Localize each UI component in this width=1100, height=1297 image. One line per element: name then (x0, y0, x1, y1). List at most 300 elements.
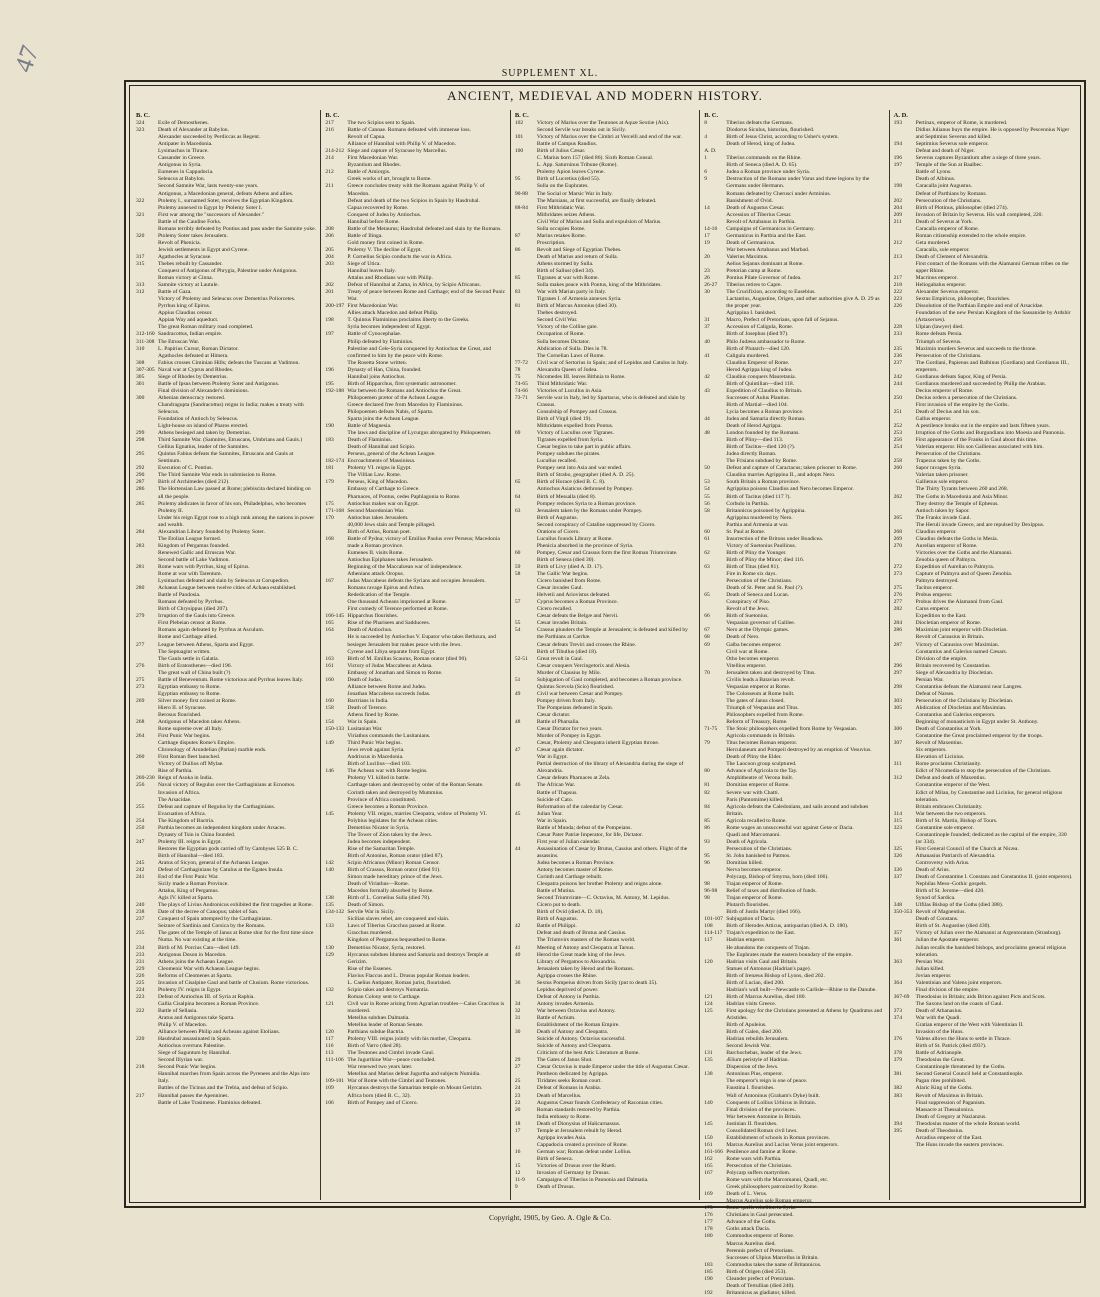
entry-year: 298 (136, 437, 145, 444)
entry-event: Caracalla emperor of Rome. (915, 225, 979, 232)
entry-year: 260 (136, 754, 145, 761)
entry-event: Judas Maccabeus defeats the Syrians and occupies Jerusalem. (347, 578, 486, 585)
entry-year (136, 761, 158, 768)
entry-event: Carthage disputes Rome's Empire. (158, 740, 236, 747)
entry-year (325, 310, 347, 317)
history-entry (704, 522, 884, 529)
entry-event: The Huns invade the eastern provinces. (915, 1141, 1004, 1148)
history-entry (894, 825, 1074, 832)
entry-year: 315 (893, 817, 903, 824)
entry-event: South Britain a Roman province. (726, 479, 801, 486)
entry-event: First Roman fleet launched. (158, 754, 221, 761)
history-entry (515, 1163, 695, 1170)
entry-year (894, 860, 916, 867)
entry-year (136, 324, 158, 331)
entry-event: Cæsar defeats the Belgæ and Nervii. (536, 613, 619, 620)
entry-year (325, 409, 347, 416)
entry-year: 169 (704, 1191, 713, 1198)
entry-event: They destroy the Temple of Ephesus. (915, 500, 999, 507)
entry-event: Nicomedes III. leaves Bithnia to Rome. (536, 373, 626, 380)
history-entry (325, 367, 505, 374)
entry-year (704, 367, 726, 374)
entry-year: 50 (704, 465, 710, 472)
history-entry (704, 247, 884, 254)
history-entry (136, 684, 316, 691)
entry-year (704, 1085, 726, 1092)
entry-year (515, 515, 537, 522)
entry-year (136, 1015, 158, 1022)
history-entry (136, 930, 316, 944)
entry-event: Cleomenic War with Achaean League begins. (158, 965, 260, 972)
history-entry (894, 1085, 1074, 1092)
entry-event: First invasion of the empire by the Goths. (915, 401, 1009, 408)
entry-year: 229 (136, 965, 145, 972)
entry-year (515, 663, 537, 670)
entry-event: Romans terribly defeated by Pontius and pass under the Samnite yoke. (158, 225, 316, 232)
history-entry (136, 804, 316, 811)
entry-year: 279 (136, 613, 145, 620)
entry-event: The gates of the Temple of Janus at Rome shut for the first time since Numa. No war existing at the time. (158, 930, 314, 944)
entry-event: Barchochebas, leader of the Jews. (726, 1050, 803, 1057)
entry-event: Corinth and Carthage rebuilt. (536, 874, 603, 881)
history-entry (136, 1022, 316, 1029)
history-entry (325, 1078, 505, 1085)
entry-year (515, 1050, 537, 1057)
entry-event: Cæsar invades Gaul. (536, 585, 583, 592)
history-entry (894, 402, 1074, 409)
history-entry (515, 205, 695, 212)
entry-year (325, 790, 347, 797)
entry-event: Cassander in Greece. (158, 155, 206, 162)
entry-year: 214 (325, 155, 334, 162)
history-entry (894, 219, 1074, 226)
entry-event: The Teutones and Cimbri invade Gaul. (347, 1050, 435, 1057)
entry-event: War between Antonine in Britain. (726, 1113, 802, 1120)
entry-event: Victory of Julian over the Alamanni at Argentoratum (Strasburg). (915, 930, 1062, 937)
history-entry (325, 247, 505, 254)
entry-year (136, 155, 158, 162)
entry-event: Battle of Pandosia. (158, 592, 201, 599)
entry-event: Pompey driven from Italy. (536, 697, 596, 704)
entry-year: 120 (325, 1029, 334, 1036)
entry-year (136, 599, 158, 606)
history-entry (894, 726, 1074, 733)
history-entry (515, 1064, 695, 1071)
entry-event: Agricola recalled to Rome. (726, 817, 787, 824)
history-entry (894, 451, 1074, 458)
history-entry (704, 261, 884, 268)
history-entry (894, 388, 1074, 395)
history-entry (704, 1149, 884, 1156)
history-entry (515, 790, 695, 797)
entry-event: Birth of Julius Cæsar. (536, 148, 586, 155)
entry-year (704, 296, 726, 310)
entry-year (136, 832, 158, 839)
entry-year (515, 832, 537, 839)
entry-event: Sextus Pompeius driven from Sicily (put to death 35). (536, 979, 658, 986)
entry-event: Second Jewish War. (726, 1043, 771, 1050)
entry-year: 378 (893, 1050, 903, 1057)
entry-event: Diocletian emperor of Rome. (915, 620, 982, 627)
entry-event: Birth of Antonius, Roman orator (died 87). (347, 852, 444, 859)
history-entry (894, 712, 1074, 719)
entry-event: Death of L. Verus. (726, 1191, 768, 1198)
entry-event: Constantinople founded; dedicated as the capital of the empire, 330 (or 334). (915, 831, 1067, 845)
history-entry (704, 1177, 884, 1184)
history-entry (136, 839, 316, 846)
entry-year: 226 (136, 972, 145, 979)
entry-event: Persecution of the Christians. (726, 1162, 793, 1169)
entry-event: Siege of Saguntum by Hannibal. (158, 1050, 231, 1057)
entry-year (704, 585, 726, 592)
entry-year: 73-71 (514, 394, 528, 401)
entry-event: Death of Pliny the Elder. (726, 754, 782, 761)
entry-event: Defeat of Romans in Arabia. (536, 1085, 601, 1092)
history-entry (704, 1114, 884, 1121)
column-2 (320, 110, 509, 1200)
entry-year (515, 973, 537, 980)
entry-year: 275 (893, 585, 903, 592)
entry-event: Insurrection of the Britons under Boadicea. (726, 535, 824, 542)
entry-event: Birth of M. Porcius Cato—died 149. (158, 944, 240, 951)
history-entry (136, 846, 316, 853)
column-1 (132, 110, 320, 1200)
entry-event: A pestilence breaks out in the empire and lasts fifteen years. (915, 423, 1050, 430)
entry-event: Persian War. (915, 958, 944, 965)
entry-year: 20 (704, 253, 710, 260)
history-entry (515, 501, 695, 508)
history-entry (515, 966, 695, 973)
entry-year: 40 (704, 338, 710, 345)
entry-event: Birth of Lucretius (died 55). (536, 176, 601, 183)
entry-event: Athanasius Patriarch of Alexandria. (915, 852, 996, 859)
entry-year (136, 691, 158, 698)
entry-year (325, 888, 347, 895)
history-entry (704, 226, 884, 233)
entry-year (704, 832, 726, 839)
history-entry (894, 395, 1074, 402)
entry-year: 265 (893, 514, 903, 521)
history-entry (136, 663, 316, 670)
entry-year (136, 712, 158, 719)
history-entry (704, 930, 884, 937)
entry-year (704, 754, 726, 761)
entry-year (894, 719, 916, 726)
history-entry (894, 874, 1074, 881)
history-entry (515, 656, 695, 663)
entry-event: Persecution of the Christians. (915, 451, 982, 458)
history-entry (704, 275, 884, 282)
entry-year: 277 (893, 599, 903, 606)
history-entry (515, 895, 695, 902)
entry-year (704, 599, 726, 606)
history-entry (325, 254, 505, 261)
entry-year (325, 832, 347, 839)
history-entry (894, 959, 1074, 966)
history-entry (325, 818, 505, 825)
history-entry (894, 578, 1074, 585)
entry-year (515, 409, 537, 416)
entry-event: Victory of Marius over the Teutones at Aquæ Sextiæ (Aix). (536, 120, 670, 127)
history-entry (704, 1036, 884, 1043)
entry-year: 225 (136, 979, 145, 986)
entry-year (515, 543, 537, 550)
history-entry (894, 698, 1074, 705)
history-entry (515, 331, 695, 338)
entry-event: Macedon formally absorbed by Rome. (347, 888, 434, 895)
entry-event: Orations of Cicero. (536, 528, 580, 535)
entry-event: Sulla occupies Rome. (536, 225, 586, 232)
entry-year: 313 (136, 282, 145, 289)
entry-event: Marcus Aurelius died. (726, 1240, 776, 1247)
entry-event: Romans defeated by Cherusci under Arminius. (726, 190, 831, 197)
entry-year (704, 1093, 726, 1100)
entry-year (136, 1029, 158, 1036)
entry-year (136, 226, 158, 233)
entry-event: Death of Marcellus. (536, 1092, 582, 1099)
entry-event: Suicide of Cato. (536, 796, 574, 803)
entry-event: Athenians attack Oropus. (347, 571, 405, 578)
entry-event: Light-house on island of Pharos erected. (158, 423, 249, 430)
history-entry (515, 860, 695, 867)
entry-year (136, 811, 158, 818)
entry-event: Death of Constantius at York. (915, 726, 982, 733)
entry-event: Diodorus Siculus, historian, flourished. (726, 127, 815, 134)
history-entry (136, 698, 316, 705)
entry-event: Jews revolt against Syria. (347, 747, 405, 754)
history-entry (704, 973, 884, 980)
history-entry (136, 677, 316, 684)
entry-year: 197 (893, 162, 903, 169)
entry-year: 233 (136, 951, 145, 958)
entry-year: 217 (325, 120, 334, 127)
entry-year: 29 (514, 1057, 521, 1064)
entry-event: Pestilence and famine at Rome. (726, 1148, 797, 1155)
entry-event: Constantine the Great proclaimed emperor by the troops. (915, 733, 1044, 740)
history-entry (515, 367, 695, 374)
entry-year: 264 (136, 733, 145, 740)
history-entry (515, 613, 695, 620)
entry-event: Assassination of Cæsar by Brutus, Cassius and others. Flight of the assassins. (536, 845, 688, 859)
entry-year: 367-69 (893, 993, 910, 1000)
entry-event: Treaty of peace between Rome and Carthage; end of the Second Punic War. (347, 289, 506, 303)
history-entry (515, 1093, 695, 1100)
entry-event: First Punic War begins. (158, 733, 211, 740)
history-entry (894, 1015, 1074, 1022)
entry-event: Kingdom of Pergamus founded. (158, 542, 230, 549)
history-entry (894, 226, 1074, 233)
entry-event: Cicero recalled. (536, 606, 573, 613)
entry-event: Faustina I. flourishes. (726, 1085, 775, 1092)
entry-year: 314 (893, 810, 903, 817)
entry-year: 22 (514, 1099, 521, 1106)
entry-event: Victory of Carausius over Maximian. (915, 641, 1000, 648)
entry-event: Battle of Lyons. (915, 169, 952, 176)
history-entry (325, 825, 505, 832)
entry-event: Jerusalem taken and destroyed by Titus. (726, 669, 816, 676)
entry-year: 138 (325, 895, 334, 902)
entry-year (515, 1043, 537, 1050)
entry-event: Macrinus emperor. (915, 275, 958, 282)
entry-event: Tiridates seeks Roman court. (536, 1078, 602, 1085)
history-entry (515, 226, 695, 233)
history-entry (704, 860, 884, 867)
history-entry (894, 620, 1074, 627)
entry-event: Successes of Ulpius Marcellus in Britain. (726, 1254, 819, 1261)
history-entry (704, 726, 884, 733)
entry-event: Suicide of Antony. Octavius successful. (536, 1036, 626, 1043)
entry-year (325, 930, 347, 937)
entry-year (325, 402, 347, 409)
entry-year (325, 212, 347, 219)
entry-year (325, 430, 347, 437)
entry-year (704, 395, 726, 402)
entry-year (894, 176, 916, 183)
history-entry (136, 141, 316, 148)
entry-event: Philosophers expelled from Rome. (726, 711, 804, 718)
history-entry (704, 698, 884, 705)
history-entry (325, 465, 505, 472)
entry-year (325, 747, 347, 754)
entry-year (704, 543, 726, 550)
entry-event: The Arsacidae. (158, 796, 192, 803)
entry-year: 222 (893, 289, 903, 296)
entry-event: Agathocles at Syracuse. (158, 253, 212, 260)
history-entry (704, 486, 884, 493)
entry-event: Irruption of the Gauls into Greece. (158, 613, 236, 620)
history-entry (136, 649, 316, 656)
history-entry (325, 740, 505, 747)
entry-event: Revolt of Magnentius. (915, 909, 966, 916)
entry-year: 60 (704, 528, 710, 535)
entry-year: 52-51 (514, 655, 528, 662)
history-entry (515, 1149, 695, 1156)
entry-year (894, 634, 916, 641)
entry-event: Trajan emperor of Rome. (726, 895, 783, 902)
history-entry (515, 747, 695, 754)
entry-event: Birth of Josephus (died 97). (726, 331, 789, 338)
entry-year: 212 (893, 239, 903, 246)
entry-event: Defeat and capture of Caractacus; taken prisoner to Rome. (726, 465, 858, 472)
entry-year: 121 (325, 1000, 334, 1007)
entry-year (894, 733, 916, 740)
entry-year: 241 (136, 874, 145, 881)
entry-event: Constantius and Galerius named Cæsars. (915, 648, 1008, 655)
entry-year: 46 (514, 782, 521, 789)
history-entry (136, 127, 316, 134)
entry-event: The Goths in Macedonia and Asia Minor. (915, 493, 1009, 500)
entry-event: The Gauls settle in Galatia. (158, 655, 220, 662)
entry-year (515, 437, 537, 444)
entry-event: Defeat of Narses. (915, 690, 955, 697)
history-entry (515, 120, 695, 127)
history-entry (704, 1121, 884, 1128)
history-entry (136, 782, 316, 789)
history-entry (515, 409, 695, 416)
entry-year: 178 (704, 1226, 713, 1233)
entry-event: Valentinian and Valens joint emperors. (915, 979, 1003, 986)
history-entry (894, 346, 1074, 353)
entry-year (704, 444, 726, 451)
entry-year (894, 1100, 916, 1107)
entry-event: Antiochus takes Jerusalem. (347, 514, 409, 521)
entry-year (515, 529, 537, 536)
entry-year (704, 1043, 726, 1050)
history-entry (136, 148, 316, 155)
entry-year (704, 1114, 726, 1121)
entry-event: Metellus leader of Roman Senate. (347, 1022, 424, 1029)
history-entry (136, 261, 316, 268)
entry-year: 54 (704, 486, 710, 493)
entry-event: Birth of Plotinus, philosopher (died 274). (915, 204, 1009, 211)
history-entry (704, 937, 884, 944)
entry-event: Death of Terence. (347, 704, 388, 711)
entry-year: 24 (514, 1085, 521, 1092)
history-entry (704, 1064, 884, 1071)
entry-event: Battle of Beneventum. Rome victorious and Pyrrhus leaves Italy. (158, 676, 304, 683)
entry-year (136, 275, 158, 282)
history-entry (704, 550, 884, 557)
entry-year (894, 479, 916, 486)
history-entry (894, 550, 1074, 557)
entry-year: 290 (136, 472, 145, 479)
entry-year: 31 (704, 317, 710, 324)
history-entry (515, 1071, 695, 1078)
entry-event: Antigonus Doson in Macedon. (158, 951, 227, 958)
entry-year: 306 (893, 726, 903, 733)
entry-event: Ptolemy IV. reigns in Egypt. (158, 986, 222, 993)
entry-event: Scipio Africanus (Minor) Roman Censor. (347, 859, 440, 866)
entry-event: War between the Romans and Antiochus the Great. (347, 387, 462, 394)
entry-year: 49 (514, 690, 521, 697)
history-entry (894, 853, 1074, 860)
entry-year: 307-305 (136, 366, 155, 373)
entry-event: Sapor ravages Syria. (915, 465, 962, 472)
history-entry (515, 339, 695, 346)
history-entry (894, 740, 1074, 747)
history-entry (325, 846, 505, 853)
history-entry (704, 677, 884, 684)
entry-event: Quadi and Marcomanni. (726, 831, 781, 838)
entry-event: War of Rome with the Cimbri and Teutones. (347, 1078, 447, 1085)
entry-year (894, 782, 916, 789)
entry-year: 140 (704, 1099, 713, 1106)
entry-year (136, 176, 158, 183)
entry-year (515, 472, 537, 479)
entry-year (704, 162, 726, 169)
history-entry (515, 698, 695, 705)
entry-event: Abdication of Diocletian and Maximian. (915, 704, 1007, 711)
entry-event: Athens stormed by Sulla. (536, 260, 594, 267)
history-entry (515, 846, 695, 860)
history-entry (894, 331, 1074, 338)
history-entry (325, 1043, 505, 1050)
entry-event: Valerian emperor. His son Gallienus associated with him. (915, 444, 1044, 451)
history-entry (515, 959, 695, 966)
entry-year (515, 804, 537, 811)
history-entry (325, 148, 505, 155)
entry-event: Gordianus murdered and succeeded by Philip the Arabian. (915, 380, 1047, 387)
entry-year: 217 (893, 275, 903, 282)
entry-year (704, 797, 726, 804)
entry-event: Victory of Duilius off Mylae. (158, 761, 224, 768)
entry-event: Renewed Gallic and Etruscan War. (158, 549, 236, 556)
entry-year (894, 613, 916, 620)
history-entry (325, 1001, 505, 1015)
entry-year: 273 (893, 571, 903, 578)
entry-year: 268 (893, 528, 903, 535)
entry-year (136, 1043, 158, 1050)
